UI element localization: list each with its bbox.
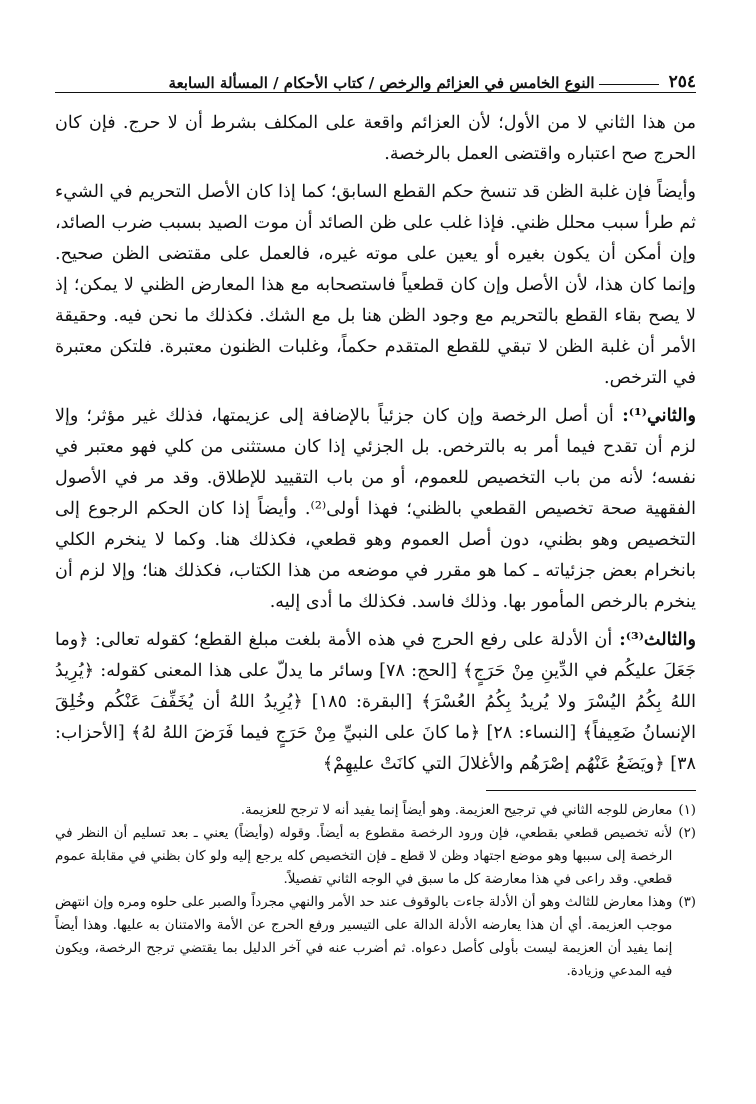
footnote-1 (55, 799, 696, 822)
paragraph-1 (55, 107, 696, 170)
footnote-separator (486, 790, 696, 791)
header-dash (599, 84, 659, 85)
paragraph-2 (55, 176, 696, 394)
footnote-text: وهذا معارض للثالث وهو أن الأدلة جاءت بالوقوف عند حد الأمر والنهي مجرداً والصبر على حلوه ومره وإن انتهض موجب العزيمة. أي أن هذا يعارضه الأدلة الدالة على التيسير ورفع الحرج عن الأمة والامتنان به عليها. وهذا أيضاً إنما يفيد أن العزيمة ليست بأولى كأصل دعواه. ثم أضرب عنه في آخر الدليل بما يقتضي ترجح الرخصة، ويكون فيه المدعي وزيادة. (55, 895, 673, 979)
footnote-3 (55, 891, 696, 983)
paragraph-3 (55, 400, 696, 618)
paragraph-lead: والثالث⁽³⁾: (612, 629, 696, 650)
header-title: النوع الخامس في العزائم والرخص / كتاب الأحكام / المسألة السابعة (168, 74, 595, 92)
page-body (55, 107, 696, 780)
paragraph-text: أن الأدلة على رفع الحرج في هذه الأمة بلغت مبلغ القطع؛ كقوله تعالى: ﴿وما جَعَلَ عليكُم في الدِّينِ مِنْ حَرَجٍ﴾ [الحج: ٧٨] وسائر ما يدلّ على هذا المعنى كقوله: ﴿يُرِيدُ اللهُ بِكُمُ اليُسْرَ ولا يُريدُ بِكُمُ العُسْرَ﴾ [البقرة: ١٨٥] ﴿يُرِيدُ اللهُ أن يُخَفِّفَ عَنْكُم وخُلِقَ الإنسانُ ضَعِيفاً﴾ [النساء: ٢٨] ﴿ما كانَ على النبيِّ مِنْ حَرَجٍ فيما فَرَضَ اللهُ لهُ﴾ [الأحزاب: ٣٨] ﴿ويَضَعُ عَنْهُم إصْرَهُم والأغلالَ التي كانَتْ عليهِمْ﴾ (55, 630, 697, 774)
footnote-text: لأنه تخصيص قطعي بقطعي، فإن ورود الرخصة مقطوع به أيضاً. وقوله (وأيضاً) يعني ـ بعد تسليم أن النظر في الرخصة إلى سببها وهو موضع اجتهاد وظن لا قطع ـ فإن التخصيص كله يرجع إليه ولو كان بظني في مقابلة عموم قطعي. وقد راعى في هذا معارضة كل ما سبق في الوجه الثاني تفصيلاً. (55, 826, 673, 887)
paragraph-text: وأيضاً فإن غلبة الظن قد تنسخ حكم القطع السابق؛ كما إذا كان الأصل التحريم في الشيء ثم طرأ سبب محلل ظني. فإذا غلب على ظن الصائد أن موت الصيد بسبب ضرب الصائد، وإن أمكن أن يكون بغيره أو يعين على موته غيره، فالعمل على مقتضى الظن صحيح. وإنما كان هذا، لأن الأصل وإن كان قطعياً فاستصحابه مع هذا المعارض الظني لا يمكن؛ إذ لا يصح بقاء القطع بالتحريم مع وجود الظن هنا بل مع الشك. فكذلك ما نحن فيه. وحقيقة الأمر أن غلبة الظن لا تبقي للقطع المتقدم حكماً، وغلبات الظنون معتبرة. فلتكن معتبرة في الترخص. (55, 182, 696, 388)
paragraph-text: من هذا الثاني لا من الأول؛ لأن العزائم واقعة على المكلف بشرط أن لا حرج. فإن كان الحرج صح اعتباره واقتضى العمل بالرخصة. (55, 113, 696, 164)
footnote-number: (٢) (678, 826, 696, 841)
page-number: ٢٥٤ (668, 72, 696, 92)
footnote-number: (٣) (678, 895, 696, 910)
paragraph-text: أن أصل الرخصة وإن كان جزئياً بالإضافة إلى عزيمتها، فذلك غير مؤثر؛ وإلا لزم أن تقدح فيما أمر به بالترخص. بل الجزئي إذا كان مستثنى من كلي فهو معتبر في نفسه؛ لأنه من باب التخصيص للعموم، أو من باب التقييد للإطلاق. وقد مر في الأصول الفقهية صحة تخصيص القطعي بالظني؛ فهذا أولى⁽²⁾. وأيضاً إذا كان الحكم الرجوع إلى التخصيص وهو بظني، دون أصل العموم وهو قطعي، فكذلك هنا. وكما لا ينخرم الكلي بانخرام بعض جزئياته ـ كما هو مقرر في موضعه من هذا الكتاب، فكذلك هنا؛ وإلا لزم أن ينخرم بالرخص المأمور بها. وذلك فاسد. فكذلك ما أدى إليه. (55, 406, 696, 612)
paragraph-lead: والثاني⁽¹⁾: (613, 405, 696, 426)
running-header (55, 60, 696, 93)
footnote-2 (55, 822, 696, 891)
footnote-number: (١) (678, 803, 696, 818)
paragraph-4 (55, 624, 696, 780)
footnotes (55, 799, 696, 983)
footnote-text: معارض للوجه الثاني في ترجيح العزيمة. وهو أيضاً إنما يفيد أنه لا ترجح للعزيمة. (240, 803, 673, 818)
